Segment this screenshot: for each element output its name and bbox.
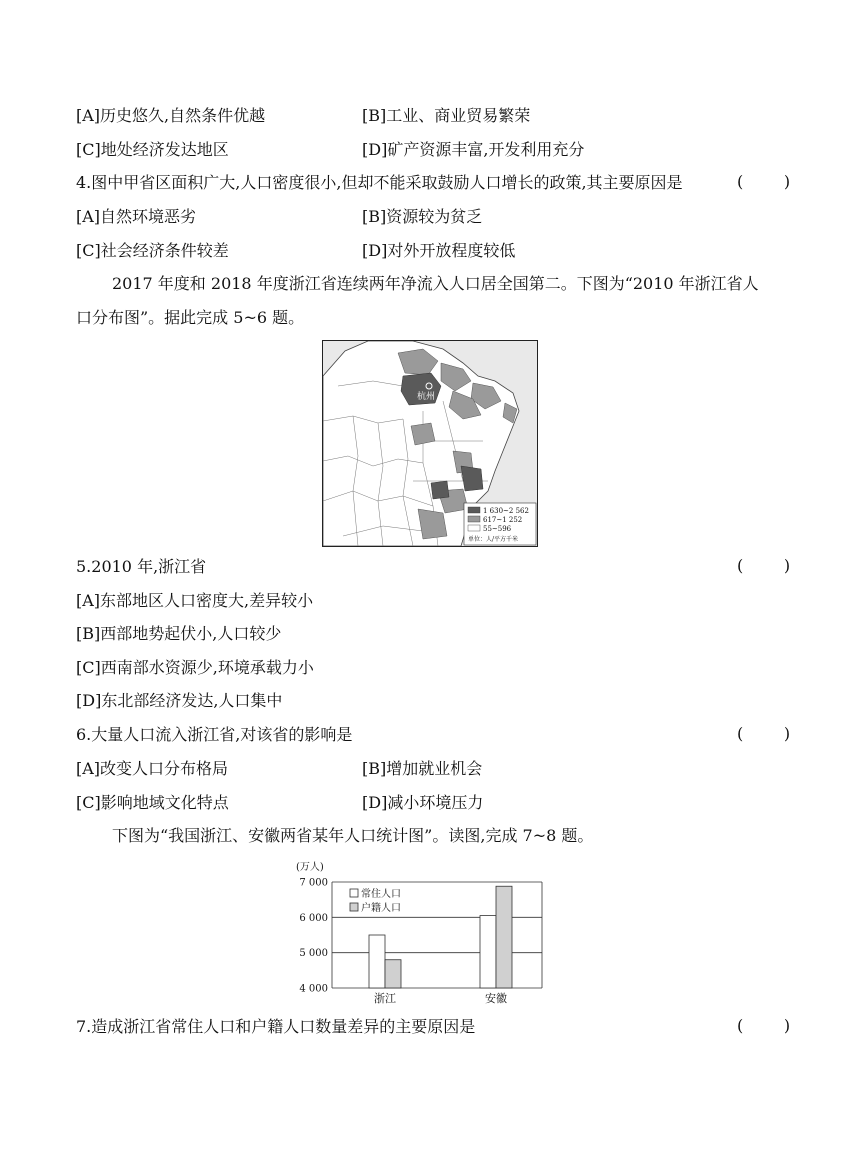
q7-stem: 7.造成浙江省常住人口和户籍人口数量差异的主要原因是 [76,1017,476,1036]
q6-option-d: [D]减小环境压力 [362,793,484,812]
chart-bar [480,916,496,988]
q5-answer-paren: ( ) [737,556,791,575]
chart-bar [385,960,401,988]
q6-option-c: [C]影响地域文化特点 [76,793,229,812]
map-city-label: 杭州 [417,392,436,402]
q5-option-a: [A]东部地区人口密度大,差异较小 [76,591,314,610]
chart-y-tick-label: 7 000 [299,877,328,889]
q5-option-b: [B]西部地势起伏小,人口较少 [76,624,282,643]
chart-legend-swatch [350,889,358,897]
chart-legend-swatch [350,903,358,911]
map-legend-high: 1 630~2 562 [483,507,529,515]
q5-option-d: [D]东北部经济发达,人口集中 [76,691,283,710]
chart-x-tick-label: 浙江 [374,992,396,1005]
chart-bar [369,935,385,988]
q3-option-b: [B]工业、商业贸易繁荣 [362,106,531,125]
map-graphic [323,341,537,546]
map-legend-swatch-low [468,525,480,531]
map-legend-swatch-mid [468,516,480,522]
q7-answer-paren: ( ) [737,1016,791,1035]
map-legend-mid: 617~1 252 [483,516,523,524]
passage-chart-intro: 下图为“我国浙江、安徽两省某年人口统计图”。读图,完成 7~8 题。 [112,826,594,845]
q3-option-d: [D]矿产资源丰富,开发利用充分 [362,140,585,159]
chart-legend-label: 户籍人口 [361,903,401,914]
q6-option-b: [B]增加就业机会 [362,759,483,778]
chart-bar [496,886,512,988]
q4-answer-paren: ( ) [737,172,791,191]
chart-legend-label: 常住人口 [361,889,401,900]
q6-answer-paren: ( ) [737,724,791,743]
q4-option-d: [D]对外开放程度较低 [362,241,516,260]
map-legend-unit: 单位：人/平方千米 [468,536,519,543]
passage-intro-line2: 口分布图”。据此完成 5~6 题。 [76,308,305,327]
q5-stem: 5.2010 年,浙江省 [76,557,207,576]
q3-option-a: [A]历史悠久,自然条件优越 [76,106,266,125]
passage-intro-line1: 2017 年度和 2018 年度浙江省连续两年净流入人口居全国第二。下图为“2010 年浙江省人 [112,274,759,293]
q5-option-c: [C]西南部水资源少,环境承载力小 [76,658,314,677]
q4-stem: 4.图中甲省区面积广大,人口密度很小,但却不能采取鼓励人口增长的政策,其主要原因是 [76,173,683,192]
q3-option-c: [C]地处经济发达地区 [76,140,229,159]
chart-y-tick-label: 6 000 [299,912,328,924]
zhejiang-population-map [322,340,538,547]
q4-option-a: [A]自然环境恶劣 [76,207,197,226]
chart-y-axis-label: (万人) [296,862,324,873]
chart-x-tick-label: 安徽 [485,992,507,1005]
chart-y-tick-label: 4 000 [299,983,328,995]
q6-option-a: [A]改变人口分布格局 [76,759,229,778]
q6-stem: 6.大量人口流入浙江省,对该省的影响是 [76,725,353,744]
q4-option-b: [B]资源较为贫乏 [362,207,483,226]
population-bar-chart [288,858,548,1008]
map-legend-swatch-high [468,507,480,513]
q4-option-c: [C]社会经济条件较差 [76,241,229,260]
chart-svg [288,858,548,1008]
chart-y-tick-label: 5 000 [299,948,328,960]
map-legend-low: 55~596 [483,525,512,533]
